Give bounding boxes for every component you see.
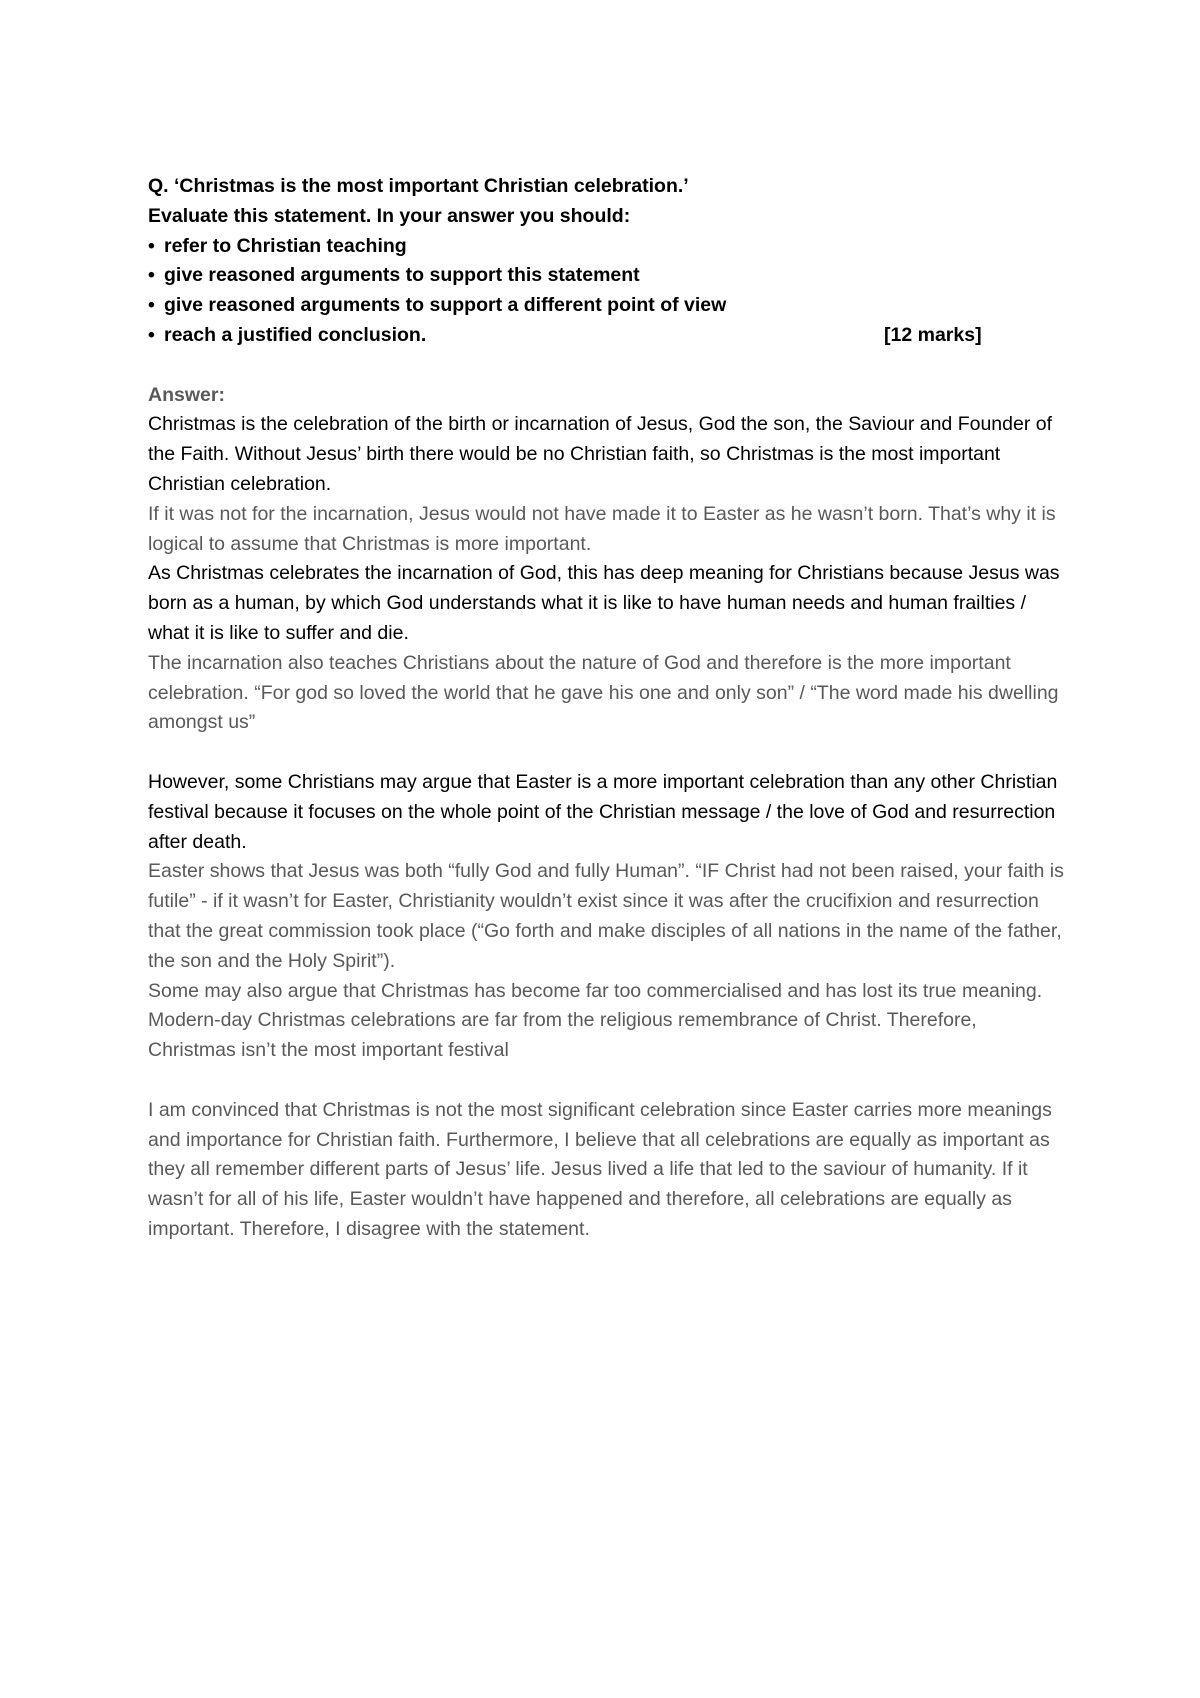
question-bullet: • give reasoned arguments to support this statement [148, 261, 1068, 291]
answer-paragraph: Some may also argue that Christmas has become far too commercialised and has lost its true meaning. Modern-day Christmas celebrations are far from the religious remembrance of Christ. Therefore, Christmas isn’t the most important festival [148, 979, 1043, 1062]
answer-paragraph: The incarnation also teaches Christians about the nature of God and therefore is the more important celebration. “For god so loved the world that he gave his one and only son” / “The word made his dwelling amongst us” [148, 651, 1059, 734]
marks-label: [12 marks] [884, 323, 982, 346]
answer-label: Answer: [148, 383, 225, 406]
question-instruction: Evaluate this statement. In your answer you should: [148, 204, 631, 227]
answer-paragraph: Easter shows that Jesus was both “fully God and fully Human”. “IF Christ had not been raised, your faith is futile” - if it wasn’t for Easter, Christianity wouldn’t exist since it was after the crucifixion and resurrection that the great commission took place (“Go forth and make disciples of all nations in the name of the father, the son and the Holy Spirit”). [148, 860, 1064, 972]
question-title: Q. ‘Christmas is the most important Christian celebration.’ [148, 175, 689, 197]
answer-paragraph: As Christmas celebrates the incarnation of God, this has deep meaning for Christians because Jesus was born as a human, by which God understands what it is like to have human needs and human frailties / what it is like to suffer and die. [148, 562, 1060, 644]
spacer [148, 351, 1068, 381]
question-last-bullet-row [148, 321, 1068, 351]
conclusion-paragraph: I am convinced that Christmas is not the most significant celebration since Easter carries more meanings and importance for Christian faith. Furthermore, I believe that all celebrations are equally as important as they all remember different parts of Jesus’ life. Jesus lived a life that led to the saviour of humanity. If it wasn’t for all of his life, Easter wouldn’t have happened and therefore, all celebrations are equally as important. Therefore, I disagree with the statement. [148, 1098, 1052, 1240]
question-bullet: • refer to Christian teaching [148, 232, 1068, 262]
question-bullet: • give reasoned arguments to support a different point of view [148, 291, 1068, 321]
answer-paragraph: However, some Christians may argue that Easter is a more important celebration than any other Christian festival because it focuses on the whole point of the Christian message / the love of God and resurrection after death. [148, 770, 1058, 853]
spacer [148, 1066, 1068, 1096]
answer-paragraph: Christmas is the celebration of the birth or incarnation of Jesus, God the son, the Saviour and Founder of the Faith. Without Jesus’ birth there would be no Christian faith, so Christmas is the most important Christian celebration. [148, 413, 1052, 495]
document-page [148, 172, 1068, 1245]
answer-paragraph: If it was not for the incarnation, Jesus would not have made it to Easter as he wasn’t born. That’s why it is logical to assume that Christmas is more important. [148, 502, 1056, 555]
question-bullet: • reach a justified conclusion. [148, 324, 426, 346]
spacer [148, 738, 1068, 768]
